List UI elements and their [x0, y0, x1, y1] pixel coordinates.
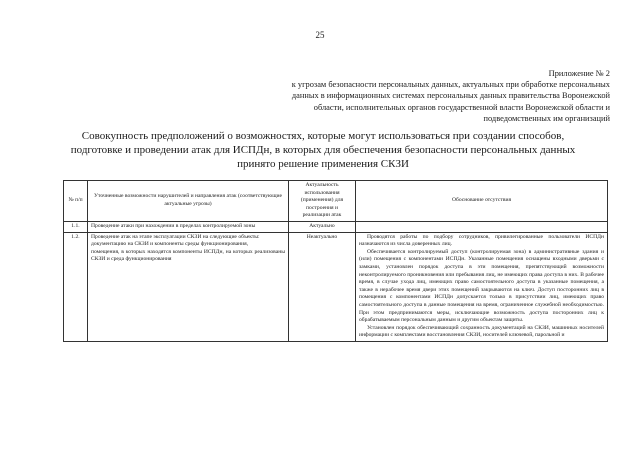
appendix-title: Приложение № 2: [548, 69, 610, 78]
document-title-line: подготовке и проведении атак для ИСПДн, в которых для обеспечения безопасности персональных данных: [70, 143, 576, 156]
threat-paragraph: Проведение атак на этапе эксплуатации СКЗИ на следующие объекты:: [91, 233, 260, 240]
reason-paragraph: Проводятся работы по подбору сотрудников, привилегированные пользователи ИСПДн назначаются из числа доверенных лиц.: [359, 233, 604, 248]
row-number: 1.1.: [64, 221, 88, 232]
appendix-line: подведомственных им организаций: [483, 113, 610, 123]
document-title-line: Совокупность предположений о возможностях, которые могут использоваться при создании способов,: [81, 130, 565, 142]
appendix-line: к угрозам безопасности персональных данных, актуальных при обработке персональных: [291, 80, 610, 90]
appendix-heading: [210, 68, 610, 124]
document-title-line: принято решение применения СКЗИ: [237, 157, 409, 170]
table-row: [64, 221, 608, 232]
header-threat: Уточненные возможности нарушителей и направления атак (соответствующие актуальные угрозы): [88, 181, 289, 222]
threat-paragraph: Проведение атаки при нахождении в пределах контролируемой зоны: [91, 222, 256, 229]
row-number: 1.2.: [64, 232, 88, 341]
row-reason: [356, 221, 608, 232]
appendix-line: области, исполнительных органов государственной власти Воронежской области и: [313, 102, 610, 112]
reason-paragraph: Обеспечивается контролируемый доступ (контролируемая зона) в административные здания и (или) помещения с компонентами ИСПДн. Указанные помещения оснащены входными дверьми с замками, установлен порядок доступа в эти помещения, препятствующий возможности неконтролируемого проникновения или пребывания лиц, не имеющих права доступа в них. В рабочее время, в случае ухода лиц, имеющих право самостоятельного доступа в указанные помещения, а также в нерабочее время двери этих помещений закрываются на ключ. Доступ посторонних лиц в помещения с компонентами ИСПДн допускается только в присутствии лиц, имеющих право самостоятельного доступа в данные помещения на время, ограниченное служебной необходимостью. При этом предпринимаются меры, исключающие возможность доступа посторонних лиц к обрабатываемым персональным данным и другим объектам защиты.: [359, 248, 604, 324]
threat-paragraph: помещения, в которых находятся компоненты ИСПДн, на которых реализованы СКЗИ и среда функционирования: [91, 248, 285, 263]
appendix-line: данных в информационных системах персональных данных правительства Воронежской: [291, 91, 610, 101]
threat-paragraph: документацию на СКЗИ и компоненты среды функционирования,: [91, 241, 249, 248]
page-number: 25: [315, 30, 325, 40]
table-header-row: [64, 181, 608, 222]
threats-table: [63, 180, 608, 342]
header-reason: Обоснование отсутствия: [356, 181, 608, 222]
row-reason: [356, 232, 608, 341]
reason-paragraph: Установлен порядок обеспечивающий сохранность документаций на СКЗИ, машинных носителей информации с комплектами восстановления СКЗИ, носителей ключевой, парольной и: [359, 324, 604, 339]
row-threat: [88, 232, 289, 341]
header-relevance: Актуальность использования (применения) для построения и реализации атак: [289, 181, 356, 222]
document-title: [40, 130, 606, 171]
row-relevance: Неактуально: [289, 232, 356, 341]
row-relevance: Актуально: [289, 221, 356, 232]
header-number: № п/п: [64, 181, 88, 222]
row-threat: [88, 221, 289, 232]
table-row: [64, 232, 608, 341]
